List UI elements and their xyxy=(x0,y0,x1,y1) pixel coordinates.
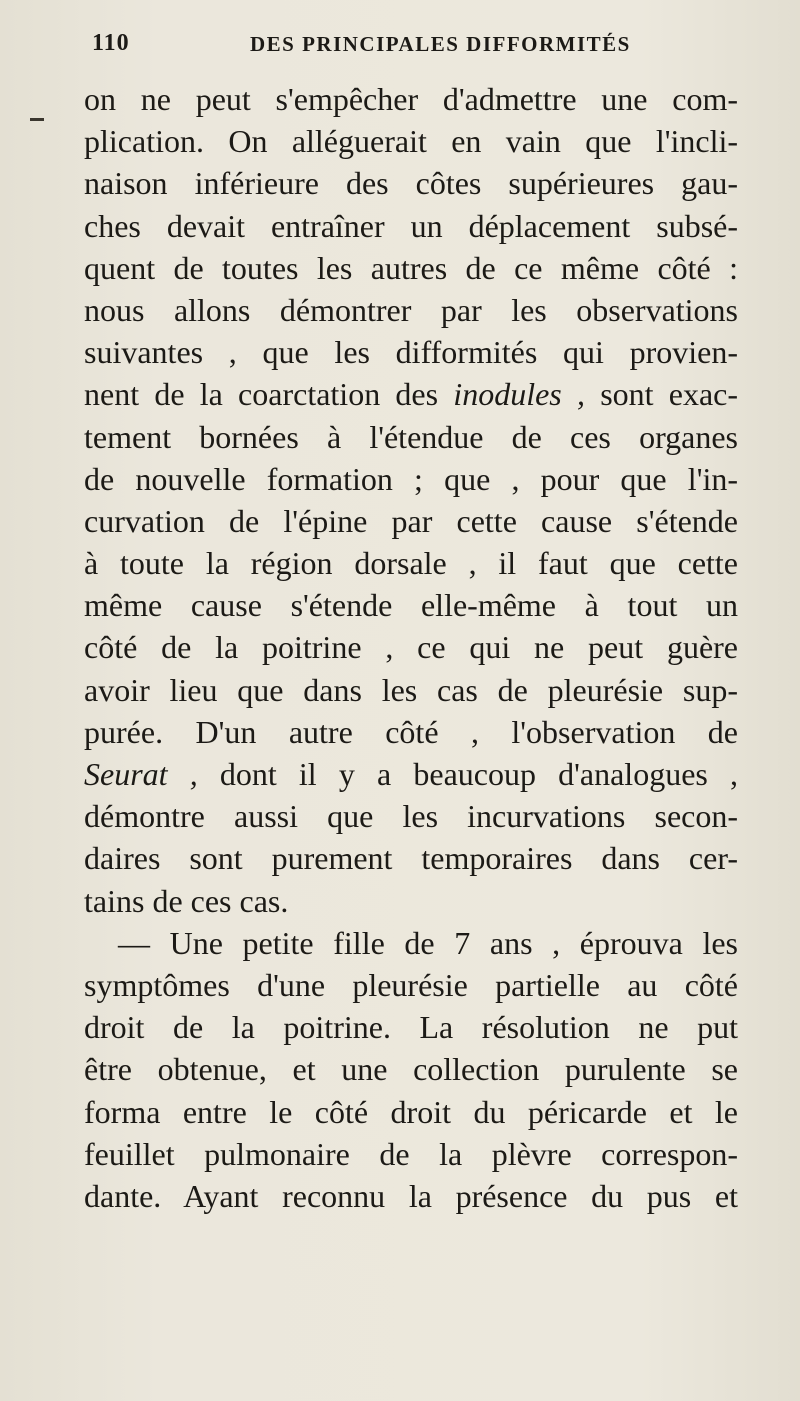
italic-name: inodules , xyxy=(453,376,585,413)
text-line: symptômes d'une pleurésie partielle au côté xyxy=(84,966,738,1003)
text-line: de nouvelle formation ; que , pour que l'in- xyxy=(84,460,738,497)
text-line: forma entre le côté droit du péricarde et le xyxy=(84,1093,738,1130)
text-line: quent de toutes les autres de ce même côté : xyxy=(84,249,738,286)
text-line: tains de ces cas. xyxy=(84,882,289,919)
text-segment: nent de la coarctation des xyxy=(84,376,454,413)
text-line: tement bornées à l'étendue de ces organes xyxy=(84,418,738,455)
text-line xyxy=(84,753,738,795)
page-header xyxy=(60,30,740,70)
text-line: avoir lieu que dans les cas de pleurésie sup- xyxy=(84,671,738,708)
text-line: être obtenue, et une collection purulente se xyxy=(84,1051,738,1088)
text-line: droit de la poitrine. La résolution ne put xyxy=(84,1009,738,1046)
text-line: à toute la région dorsale , il faut que cette xyxy=(84,545,738,582)
text-line: — Une petite fille de 7 ans , éprouva les xyxy=(118,924,738,961)
text-line: feuillet pulmonaire de la plèvre correspon- xyxy=(84,1135,738,1172)
text-line: plication. On alléguerait en vain que l'incli- xyxy=(84,123,738,160)
text-line: nous allons démontrer par les observations xyxy=(84,291,738,328)
text-line: purée. D'un autre côté , l'observation de xyxy=(84,713,738,750)
text-line: daires sont purement temporaires dans cer- xyxy=(84,840,738,877)
text-line: côté de la poitrine , ce qui ne peut guère xyxy=(84,629,738,666)
text-segment: sont exac- xyxy=(584,376,739,413)
running-head: DES PRINCIPALES DIFFORMITÉS xyxy=(250,32,631,56)
text-segment: dont il y a beaucoup d'analogues , xyxy=(197,756,738,792)
text-line: on ne peut s'empêcher d'admettre une com- xyxy=(84,81,738,117)
text-line: même cause s'étende elle-même à tout un xyxy=(84,587,738,624)
text-line: démontre aussi que les incurvations secon- xyxy=(84,798,738,835)
text-line: naison inférieure des côtes supérieures gau- xyxy=(84,165,738,202)
body-text xyxy=(84,78,738,1217)
text-line: dante. Ayant reconnu la présence du pus et xyxy=(84,1177,738,1214)
italic-name: Seurat , xyxy=(84,756,198,792)
text-line: ches devait entraîner un déplacement subsé- xyxy=(84,207,738,244)
page-number: 110 xyxy=(92,30,130,56)
margin-mark xyxy=(30,118,44,121)
text-line: suivantes , que les difformités qui provien- xyxy=(84,334,738,371)
text-line xyxy=(84,373,738,415)
text-line: curvation de l'épine par cette cause s'étende xyxy=(84,502,738,539)
